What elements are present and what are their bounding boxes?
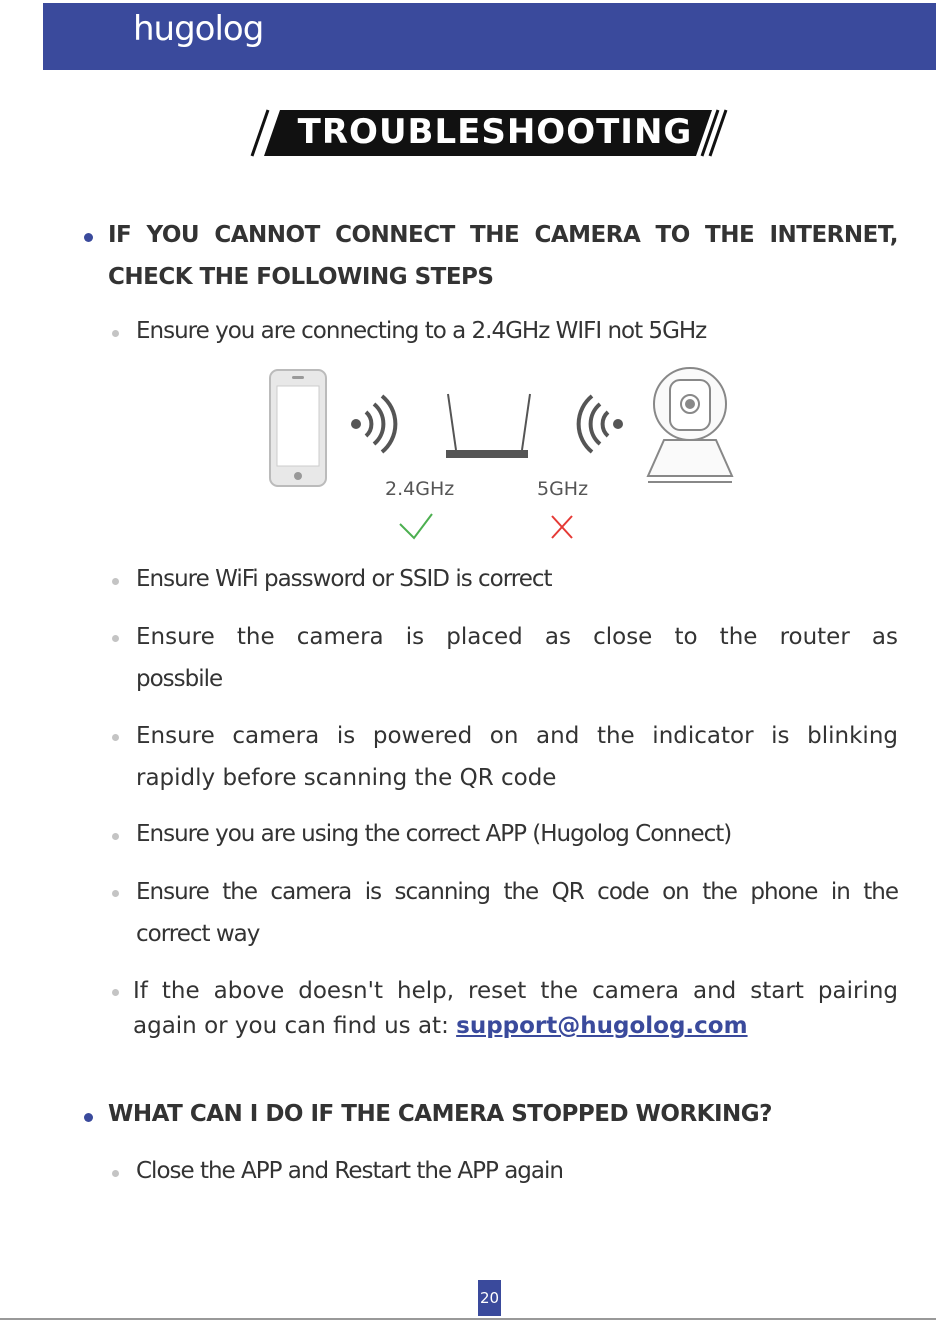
- support-email-link[interactable]: support@hugolog.com: [456, 1013, 748, 1039]
- section1-heading-line2: CHECK THE FOLLOWING STEPS: [108, 264, 494, 290]
- page-number: 20: [478, 1280, 501, 1316]
- bullet-dot: [84, 233, 93, 242]
- title-banner: [250, 108, 740, 160]
- bullet-dot: [112, 989, 119, 996]
- camera-icon: [648, 368, 732, 482]
- bullet-dot: [112, 330, 119, 337]
- list-item: Ensure you are connecting to a 2.4GHz WIFI not 5GHz: [136, 318, 707, 344]
- list-item: Ensure the camera is scanning the QR code on the phone in the: [136, 879, 898, 905]
- label-2-4ghz: 2.4GHz: [385, 478, 455, 500]
- list-item: If the above doesn't help, reset the camera and start pairing: [133, 978, 898, 1004]
- list-item: Ensure you are using the correct APP (Hugolog Connect): [136, 821, 732, 847]
- list-item-continuation: rapidly before scanning the QR code: [136, 765, 557, 791]
- list-item: Ensure the camera is placed as close to the router as: [136, 624, 898, 650]
- phone-icon: [270, 370, 326, 486]
- router-icon: [446, 394, 530, 458]
- section1-heading-line1: IF YOU CANNOT CONNECT THE CAMERA TO THE INTERNET,: [108, 222, 898, 248]
- page-title: TROUBLESHOOTING: [297, 112, 693, 152]
- bullet-dot: [112, 1170, 119, 1177]
- wifi-illustration: [268, 362, 748, 542]
- cross-icon: [552, 516, 572, 538]
- bullet-dot: [112, 635, 119, 642]
- brand-logo: hugolog: [133, 9, 264, 49]
- list-item-continuation: correct way: [136, 921, 260, 947]
- list-item: Ensure camera is powered on and the indicator is blinking: [136, 723, 898, 749]
- bullet-dot: [112, 578, 119, 585]
- bullet-dot: [112, 833, 119, 840]
- section2-heading: WHAT CAN I DO IF THE CAMERA STOPPED WORKING?: [108, 1101, 773, 1127]
- footer-rule: [0, 1318, 936, 1320]
- list-item: Close the APP and Restart the APP again: [136, 1158, 563, 1184]
- bullet-dot: [112, 890, 119, 897]
- contact-text: again or you can find us at:: [133, 1013, 457, 1039]
- bullet-dot: [112, 734, 119, 741]
- wifi-signal-icon: [579, 396, 623, 452]
- check-icon: [400, 514, 432, 538]
- list-item-continuation: [133, 1013, 748, 1039]
- header-bar: [43, 3, 936, 70]
- bullet-dot: [84, 1113, 93, 1122]
- label-5ghz: 5GHz: [537, 478, 589, 500]
- wifi-signal-icon: [351, 396, 395, 452]
- list-item: Ensure WiFi password or SSID is correct: [136, 566, 552, 592]
- list-item-continuation: possbile: [136, 666, 223, 692]
